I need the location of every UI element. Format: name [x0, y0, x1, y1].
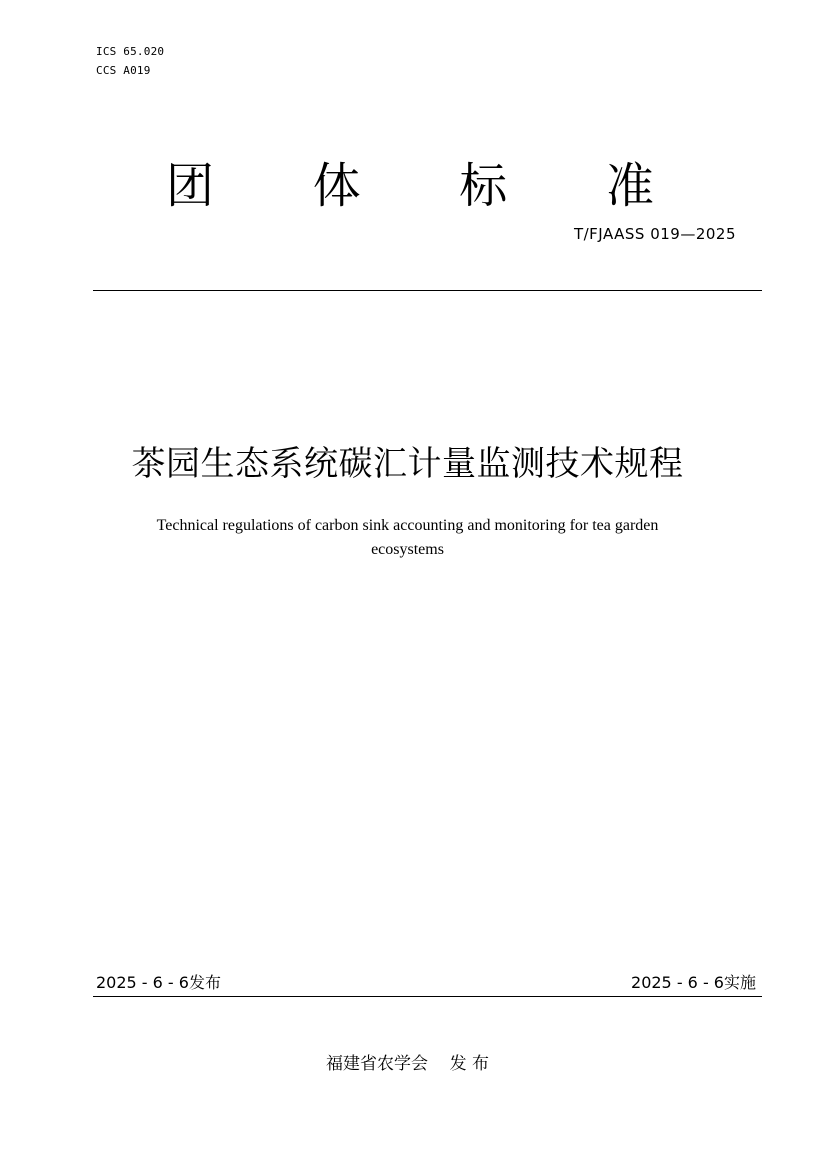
ics-code: ICS 65.020	[96, 45, 165, 58]
classification-codes	[96, 42, 164, 80]
date-divider	[93, 996, 762, 997]
standard-type-char: 团	[165, 158, 214, 214]
title-english-line: ecosystems	[371, 541, 444, 558]
title-chinese: 茶园生态系统碳汇计量监测技术规程	[131, 444, 684, 484]
header-divider	[93, 290, 762, 291]
standard-type-heading	[150, 156, 670, 216]
publish-date: 2025 - 6 - 6发布	[96, 973, 221, 992]
standard-type-char: 标	[459, 158, 508, 214]
standard-type-char: 体	[312, 158, 361, 214]
standard-type-char: 准	[605, 158, 654, 214]
title-english-line: Technical regulations of carbon sink accounting and monitoring for tea garden	[156, 517, 659, 534]
standard-number: T/FJAASS 019—2025	[573, 225, 736, 243]
date-row	[93, 970, 762, 996]
publisher: 福建省农学会 发 布	[325, 1054, 490, 1074]
ccs-code: CCS A019	[96, 64, 151, 77]
implement-date: 2025 - 6 - 6实施	[631, 973, 756, 992]
title-english	[100, 514, 715, 562]
